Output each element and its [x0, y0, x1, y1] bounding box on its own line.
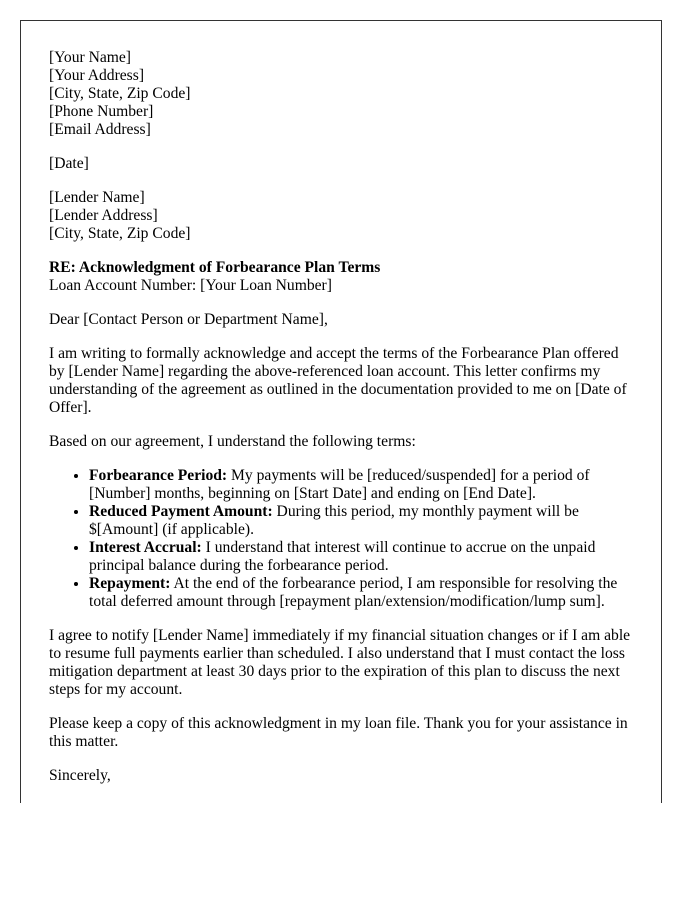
subject-block [49, 259, 633, 295]
paragraph-2: Based on our agreement, I understand the following terms: [49, 433, 416, 450]
salutation: Dear [Contact Person or Department Name], [49, 311, 328, 328]
term-item [89, 539, 633, 575]
term-label: Forbearance Period: [89, 467, 228, 484]
term-item [89, 575, 633, 611]
paragraph-4: Please keep a copy of this acknowledgment in my loan file. Thank you for your assistance in this matter. [49, 715, 628, 750]
lender-city: [City, State, Zip Code] [49, 225, 191, 242]
term-label: Reduced Payment Amount: [89, 503, 273, 520]
sender-email: [Email Address] [49, 121, 151, 138]
term-text: At the end of the forbearance period, I am responsible for resolving the total deferred amount through [repayment plan/extension/modification/lump sum]. [89, 575, 618, 610]
sender-address: [Your Address] [49, 67, 145, 84]
sender-city: [City, State, Zip Code] [49, 85, 191, 102]
terms-list [49, 467, 633, 611]
paragraph-3: I agree to notify [Lender Name] immediately if my financial situation changes or if I am able to resume full payments earlier than scheduled. I also understand that I must contact the loss mitigation department at least 30 days prior to the expiration of this plan to discuss the next steps for my account. [49, 627, 631, 698]
term-label: Interest Accrual: [89, 539, 202, 556]
sender-phone: [Phone Number] [49, 103, 154, 120]
recipient-block [49, 189, 633, 243]
term-label: Repayment: [89, 575, 171, 592]
term-item [89, 503, 633, 539]
paragraph-1: I am writing to formally acknowledge and accept the terms of the Forbearance Plan offered by [Lender Name] regarding the above-referenced loan account. This letter confirms my understanding of the agreement as outlined in the documentation provided to me on [Date of Offer]. [49, 345, 627, 416]
lender-name: [Lender Name] [49, 189, 145, 206]
lender-address: [Lender Address] [49, 207, 158, 224]
term-text: My payments will be [reduced/suspended] for a period of [Number] months, beginning on [Start Date] and ending on [End Date]. [89, 467, 590, 502]
term-item [89, 467, 633, 503]
term-text: I understand that interest will continue to accrue on the unpaid principal balance during the forbearance period. [89, 539, 596, 574]
sender-name: [Your Name] [49, 49, 132, 66]
letter-page [20, 20, 662, 803]
closing: Sincerely, [49, 767, 111, 784]
letter-date: [Date] [49, 155, 89, 172]
account-number-line: Loan Account Number: [Your Loan Number] [49, 277, 332, 294]
sender-block [49, 49, 633, 139]
subject-line: RE: Acknowledgment of Forbearance Plan Terms [49, 259, 381, 276]
term-text: During this period, my monthly payment will be $[Amount] (if applicable). [89, 503, 579, 538]
